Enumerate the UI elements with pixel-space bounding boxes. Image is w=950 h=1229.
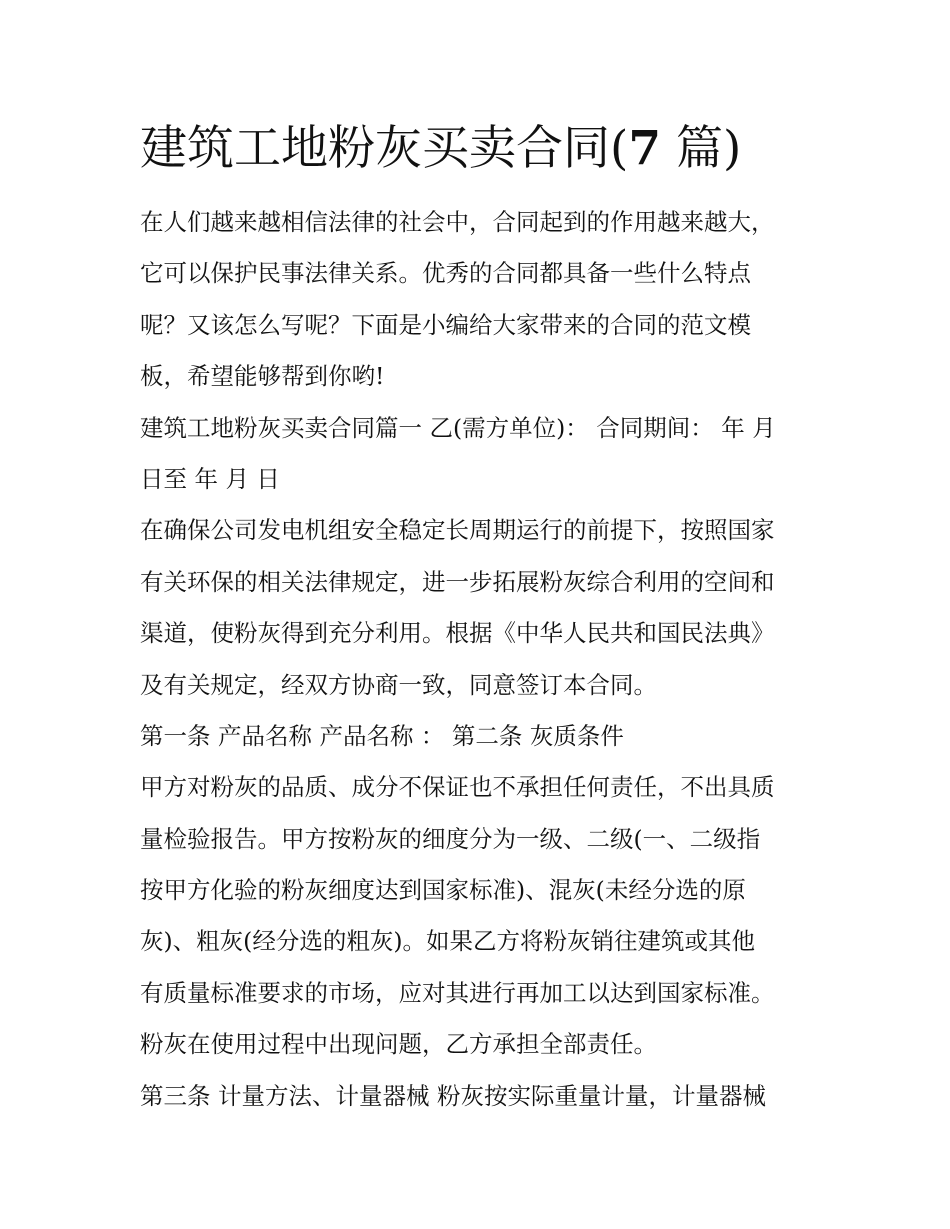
document-title bbox=[140, 118, 860, 180]
body-line: 它可以保护民事法律关系。优秀的合同都具备一些什么特点 bbox=[140, 259, 751, 288]
body-line: 第一条 产品名称 产品名称 ： 第二条 灰质条件 bbox=[140, 721, 624, 750]
body-line: 有质量标准要求的市场，应对其进行再加工以达到国家标准。 bbox=[140, 978, 775, 1007]
body-line: 渠道，使粉灰得到充分利用。根据《中华人民共和国民法典》 bbox=[140, 619, 775, 648]
body-line: 第三条 计量方法、计量器械 粉灰按实际重量计量，计量器械 bbox=[140, 1081, 766, 1110]
title-tail: 篇) bbox=[661, 121, 742, 176]
body-line: 有关环保的相关法律规定，进一步拓展粉灰综合利用的空间和 bbox=[140, 567, 775, 596]
body-line: 板，希望能够帮到你哟! bbox=[140, 362, 385, 391]
body-line: 在确保公司发电机组安全稳定长周期运行的前提下，按照国家 bbox=[140, 516, 775, 545]
body-line: 在人们越来越相信法律的社会中，合同起到的作用越来越大， bbox=[140, 208, 775, 236]
document-body bbox=[140, 197, 815, 1122]
body-line: 粉灰在使用过程中出现问题，乙方承担全部责任。 bbox=[140, 1030, 657, 1059]
body-line: 按甲方化验的粉灰细度达到国家标准)、混灰(未经分选的原 bbox=[140, 876, 746, 905]
body-line: 甲方对粉灰的品质、成分不保证也不承担任何责任，不出具质 bbox=[140, 773, 775, 802]
body-line: 及有关规定，经双方协商一致，同意签订本合同。 bbox=[140, 670, 657, 699]
title-number: 7 bbox=[628, 121, 662, 176]
title-main: 建筑工地粉灰买卖合同( bbox=[140, 121, 629, 176]
body-line: 灰)、粗灰(经分选的粗灰)。如果乙方将粉灰销往建筑或其他 bbox=[140, 927, 756, 956]
body-line: 量检验报告。甲方按粉灰的细度分为一级、二级(一、二级指 bbox=[140, 824, 761, 853]
body-line: 日至 年 月 日 bbox=[140, 464, 280, 493]
body-line: 建筑工地粉灰买卖合同篇一 乙(需方单位)： 合同期间： 年 月 bbox=[140, 413, 776, 442]
body-line: 呢？又该怎么写呢？下面是小编给大家带来的合同的范文模 bbox=[140, 310, 751, 339]
